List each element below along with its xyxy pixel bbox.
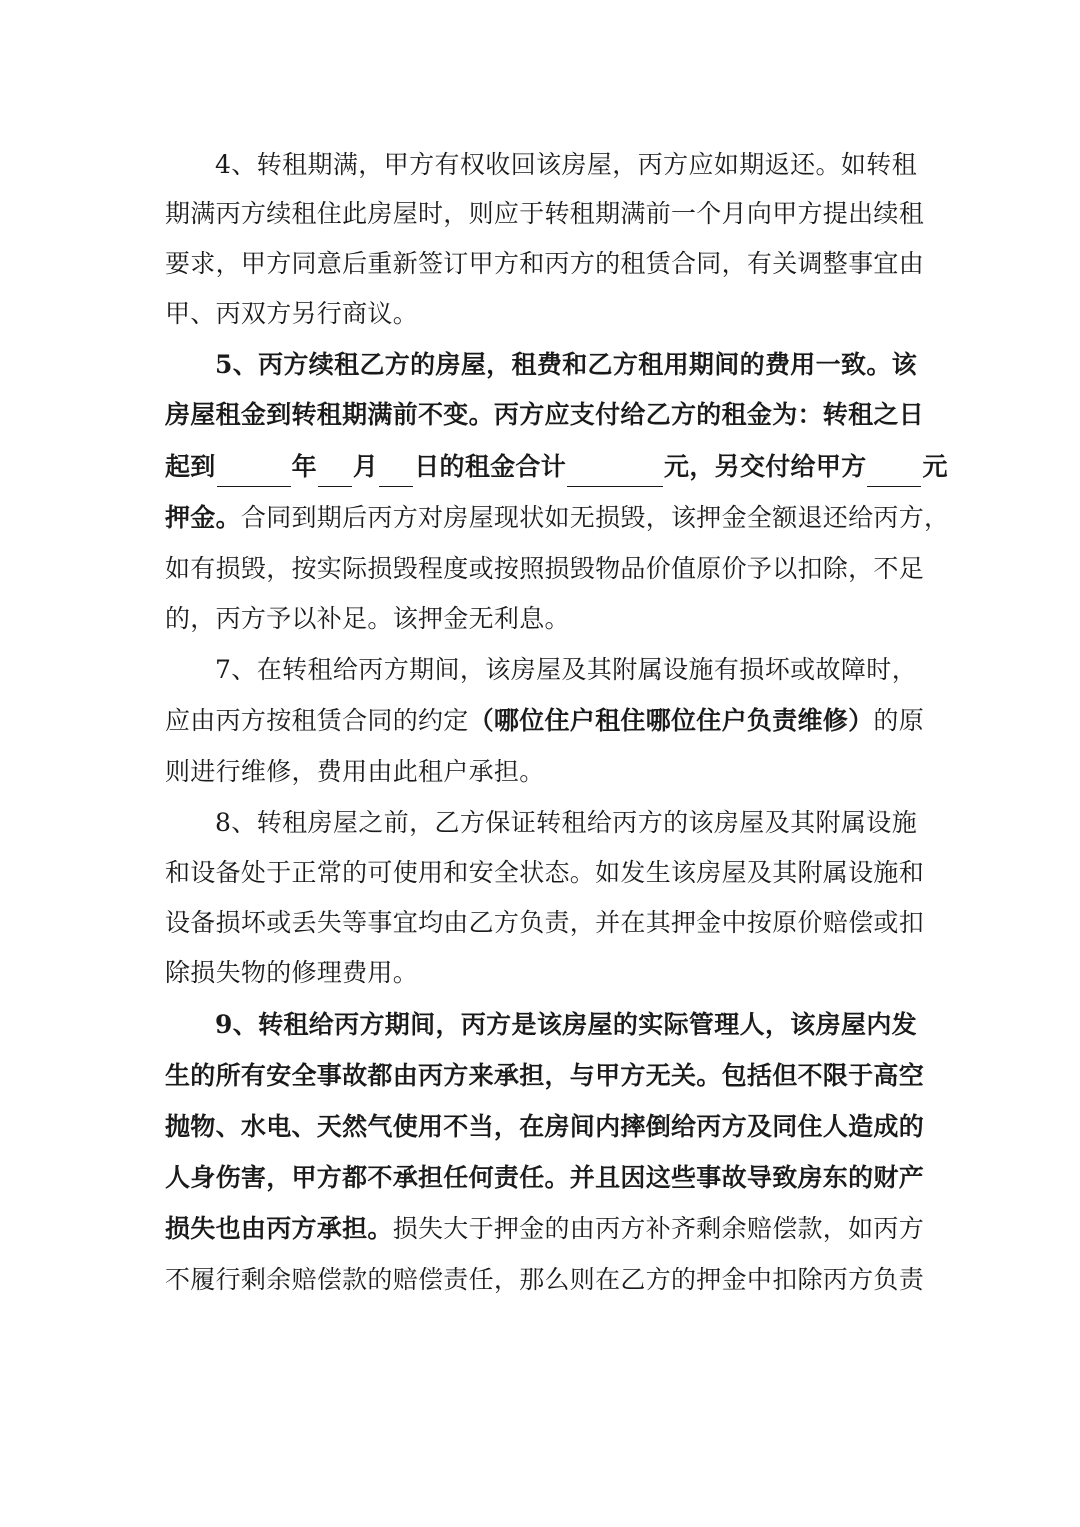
paragraph-4-line-2: 期满丙方续租住此房屋时，则应于转租期满前一个月向甲方提出续租: [165, 199, 925, 228]
month-label: 月: [352, 452, 379, 481]
year-blank: [217, 458, 291, 487]
paragraph-5-line-2: 房屋租金到转租期满前不变。丙方应支付给乙方的租金为：转租之日: [165, 400, 925, 429]
paragraph-5-line-6: 的，丙方予以补足。该押金无利息。: [165, 604, 570, 633]
paragraph-5-line-5: 如有损毁，按实际损毁程度或按照损毁物品价值原价予以扣除，不足: [165, 554, 925, 583]
paragraph-7-line-1: 7、在转租给丙方期间，该房屋及其附属设施有损坏或故障时，: [215, 655, 917, 684]
paragraph-5-line-1: 5、丙方续租乙方的房屋，租费和乙方租用期间的费用一致。该: [215, 350, 917, 379]
deposit-bold-label: 押金。: [165, 503, 241, 532]
loss-normal-text: 损失大于押金的由丙方补齐剩余赔偿款，如丙方: [392, 1214, 925, 1243]
paragraph-9-line-3: 抛物、水电、天然气使用不当，在房间内摔倒给丙方及同住人造成的: [165, 1112, 925, 1141]
yuan-label: 元: [922, 452, 948, 481]
month-blank: [318, 458, 352, 487]
day-blank: [379, 458, 413, 487]
paragraph-5-line-3: [165, 447, 948, 487]
loss-bold-text: 损失也由丙方承担。: [165, 1214, 393, 1243]
paragraph-9-line-2: 生的所有安全事故都由丙方来承担，与甲方无关。包括但不限于高空: [165, 1061, 925, 1090]
paragraph-4-line-3: 要求，甲方同意后重新签订甲方和丙方的租赁合同，有关调整事宜由: [165, 249, 925, 278]
paragraph-9-line-1: 9、转租给丙方期间，丙方是该房屋的实际管理人，该房屋内发: [215, 1010, 917, 1039]
paragraph-9-line-5: [165, 1209, 925, 1249]
rent-amount-blank: [567, 458, 663, 487]
paragraph-7-line-2: [165, 701, 925, 741]
paragraph-8-line-2: 和设备处于正常的可使用和安全状态。如发生该房屋及其附属设施和: [165, 858, 925, 887]
paragraph-8-line-1: 8、转租房屋之前，乙方保证转租给丙方的该房屋及其附属设施: [215, 808, 917, 837]
year-label: 年: [291, 452, 317, 481]
paragraph-7-line-3: 则进行维修，费用由此租户承担。: [165, 757, 545, 786]
deposit-refund-text: 合同到期后丙方对房屋现状如无损毁，该押金全额退还给丙方，: [240, 503, 950, 532]
rent-total-label: 日的租金合计: [414, 452, 567, 481]
maintenance-bold-text: （哪位住户租住哪位住户负责维修）: [468, 706, 874, 735]
paragraph-8-line-3: 设备损坏或丢失等事宜均由乙方负责，并在其押金中按原价赔偿或扣: [165, 908, 925, 937]
paragraph-5-line-4: [165, 498, 950, 538]
paragraph-9-line-4: 人身伤害，甲方都不承担任何责任。并且因这些事故导致房东的财产: [165, 1163, 925, 1192]
maintenance-pre-text: 应由丙方按租赁合同的约定: [165, 706, 469, 735]
deposit-amount-blank: [867, 458, 921, 487]
rent-from-label: 起到: [165, 452, 216, 481]
paragraph-9-line-6: 不履行剩余赔偿款的赔偿责任，那么则在乙方的押金中扣除丙方负责: [165, 1265, 925, 1294]
maintenance-post-text: 的原: [873, 706, 925, 735]
paragraph-4-line-1: 4、转租期满，甲方有权收回该房屋，丙方应如期返还。如转租: [215, 150, 917, 179]
paragraph-4-line-4: 甲、丙双方另行商议。: [165, 299, 419, 328]
deposit-to-label: 元，另交付给甲方: [664, 452, 867, 481]
paragraph-8-line-4: 除损失物的修理费用。: [165, 958, 419, 987]
